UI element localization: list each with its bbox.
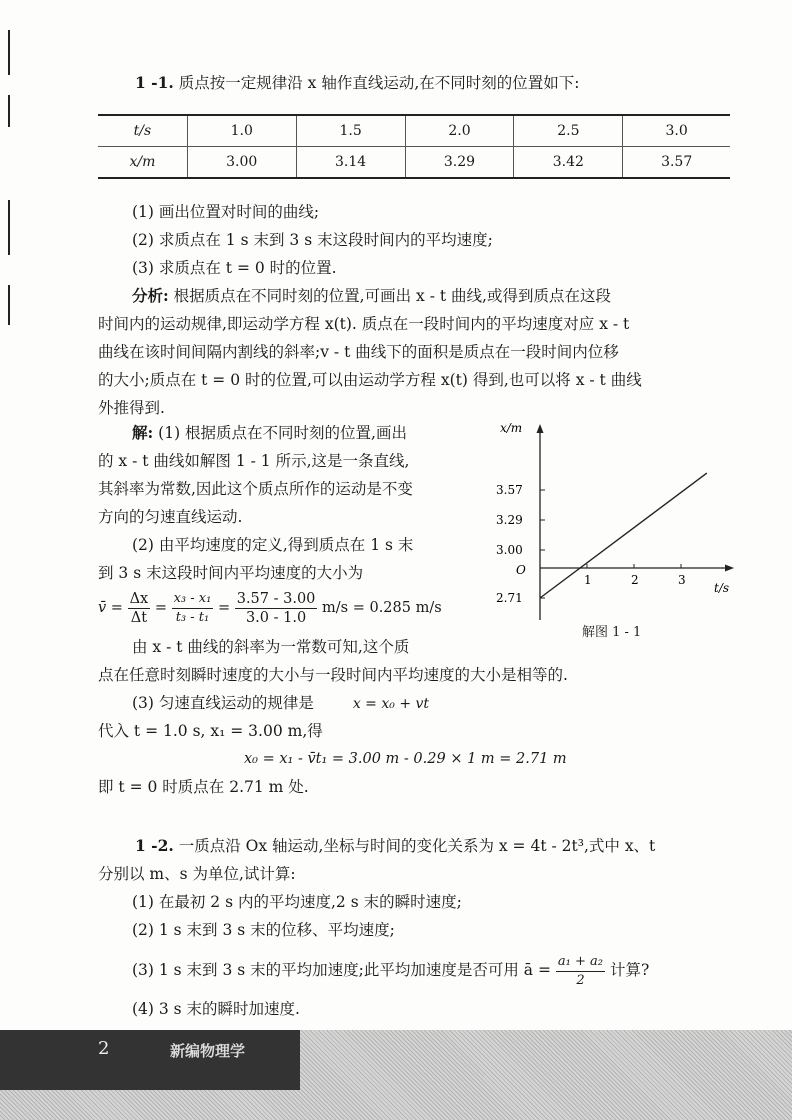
- equals-sign: =: [217, 600, 231, 616]
- table-row: [98, 147, 730, 179]
- page-footer: [0, 1030, 792, 1120]
- question-3: [132, 950, 649, 990]
- solution-line: 到 3 s 末这段时间内平均速度的大小为: [98, 564, 364, 582]
- question-text: (3) 1 s 末到 3 s 末的平均加速度;此平均加速度是否可用 ā =: [132, 961, 551, 979]
- table-cell: 1.0: [187, 115, 296, 147]
- table-cell: 3.14: [296, 147, 405, 179]
- question-text: 计算?: [609, 961, 650, 979]
- equals-sign: =: [154, 600, 167, 616]
- solution-text: (3) 匀速直线运动的规律是: [132, 694, 314, 712]
- fraction: [556, 953, 605, 990]
- x-axis-label: t/s: [714, 581, 730, 595]
- solution-line: 其斜率为常数,因此这个质点所作的运动是不变: [98, 480, 413, 498]
- fraction-numerator: x₃ - x₁: [172, 590, 214, 609]
- analysis-text: 根据质点在不同时刻的位置,可画出 x - t 曲线,或得到质点在这段: [173, 287, 611, 305]
- fraction-denominator: Δt: [130, 609, 148, 626]
- problem-statement: 一质点沿 Ox 轴运动,坐标与时间的变化关系为 x = 4t - 2t³,式中 x、t: [178, 837, 656, 855]
- question-4: (4) 3 s 末的瞬时加速度.: [132, 1000, 300, 1018]
- question-1: (1) 在最初 2 s 内的平均速度,2 s 末的瞬时速度;: [132, 893, 462, 911]
- question-3: (3) 求质点在 t = 0 时的位置.: [132, 259, 337, 277]
- fraction-numerator: 3.57 - 3.00: [236, 590, 316, 607]
- analysis-line: 曲线在该时间间隔内割线的斜率;v - t 曲线下的面积是质点在一段时间内位移: [98, 343, 619, 361]
- analysis-line: 的大小;质点在 t = 0 时的位置,可以由运动学方程 x(t) 得到,也可以将 x - t 曲线: [98, 371, 642, 389]
- fraction: [235, 590, 318, 627]
- table-row: [98, 115, 730, 147]
- x-tick-label: 1: [584, 573, 592, 587]
- analysis-line: [132, 285, 611, 307]
- y-tick-label: 3.00: [496, 543, 523, 557]
- margin-line: [8, 30, 10, 75]
- footer-dark-block: [0, 1030, 300, 1090]
- problem-1-heading: [135, 72, 579, 94]
- analysis-line: 时间内的运动规律,即运动学方程 x(t). 质点在一段时间内的平均速度对应 x - t: [98, 315, 630, 333]
- solution-label: 解:: [132, 423, 154, 442]
- fraction-denominator: t₃ - t₁: [175, 609, 210, 625]
- fraction-numerator: a₁ + a₂: [556, 953, 605, 972]
- solution-text: (1) 根据质点在不同时刻的位置,画出: [158, 424, 407, 442]
- margin-line: [8, 200, 10, 255]
- equation-x0: x₀ = x₁ - v̄t₁ = 3.00 m - 0.29 × 1 m = 2.71 m: [244, 751, 567, 767]
- solution-line: 代入 t = 1.0 s, x₁ = 3.00 m,得: [98, 722, 323, 740]
- solution-line: 方向的匀速直线运动.: [98, 508, 243, 526]
- solution-line: 即 t = 0 时质点在 2.71 m 处.: [98, 778, 309, 796]
- uniform-motion-equation: x = x₀ + vt: [352, 696, 430, 712]
- table-cell: 3.42: [514, 147, 623, 179]
- problem-statement: 分别以 m、s 为单位,试计算:: [98, 865, 296, 883]
- position-table: [98, 114, 730, 179]
- solution-line: [132, 692, 429, 715]
- table-cell: 2.0: [405, 115, 514, 147]
- table-cell: 3.00: [187, 147, 296, 179]
- table-cell: 3.57: [623, 147, 730, 179]
- fraction-denominator: 3.0 - 1.0: [245, 609, 307, 626]
- fraction-denominator: 2: [576, 972, 585, 988]
- solution-line: [132, 422, 407, 444]
- problem-2-heading: [135, 835, 655, 857]
- book-title: 新编物理学: [170, 1042, 246, 1060]
- solution-line: 的 x - t 曲线如解图 1 - 1 所示,这是一条直线,: [98, 452, 410, 470]
- solution-line: (2) 由平均速度的定义,得到质点在 1 s 末: [132, 536, 414, 554]
- table-row-label: t/s: [98, 115, 187, 147]
- x-tick-label: 3: [678, 573, 686, 587]
- table-cell: 1.5: [296, 115, 405, 147]
- margin-line: [8, 285, 10, 325]
- analysis-line: 外推得到.: [98, 399, 165, 417]
- solution-line: 由 x - t 曲线的斜率为一常数可知,这个质: [132, 638, 410, 656]
- question-1: (1) 画出位置对时间的曲线;: [132, 203, 320, 221]
- x-tick-label: 2: [631, 573, 639, 587]
- problem-number: 1 -2.: [135, 836, 174, 855]
- problem-statement: 质点按一定规律沿 x 轴作直线运动,在不同时刻的位置如下:: [178, 74, 580, 92]
- problem-number: 1 -1.: [135, 73, 174, 92]
- figure-caption: 解图 1 - 1: [582, 625, 642, 640]
- origin-label: O: [516, 563, 526, 577]
- page-number: 2: [98, 1038, 110, 1059]
- margin-line: [8, 95, 10, 127]
- y-tick-label: 3.57: [496, 483, 523, 497]
- table-cell: 3.29: [405, 147, 514, 179]
- solution-line: 点在任意时刻瞬时速度的大小与一段时间内平均速度的大小是相等的.: [98, 666, 568, 684]
- table-cell: 3.0: [623, 115, 730, 147]
- y-ticks: [496, 483, 545, 605]
- y-axis-label: x/m: [500, 421, 523, 435]
- fraction: [128, 590, 151, 627]
- fraction-numerator: Δx: [129, 590, 149, 607]
- question-2: (2) 求质点在 1 s 末到 3 s 末这段时间内的平均速度;: [132, 231, 493, 249]
- equation-average-velocity: [98, 588, 442, 628]
- equation-lhs: v̄ =: [98, 600, 123, 616]
- y-tick-label: 3.29: [496, 513, 523, 527]
- equation-tail: m/s = 0.285 m/s: [322, 600, 442, 616]
- table-row-label: x/m: [98, 147, 187, 179]
- y-tick-label: 2.71: [496, 591, 523, 605]
- analysis-label: 分析:: [132, 286, 169, 305]
- y-axis: [537, 424, 544, 620]
- xt-graph-svg: [490, 420, 770, 650]
- question-2: (2) 1 s 末到 3 s 末的位移、平均速度;: [132, 921, 395, 939]
- x-axis: [540, 565, 734, 572]
- table-cell: 2.5: [514, 115, 623, 147]
- fraction: [172, 590, 214, 627]
- figure-xt-graph: [490, 420, 770, 654]
